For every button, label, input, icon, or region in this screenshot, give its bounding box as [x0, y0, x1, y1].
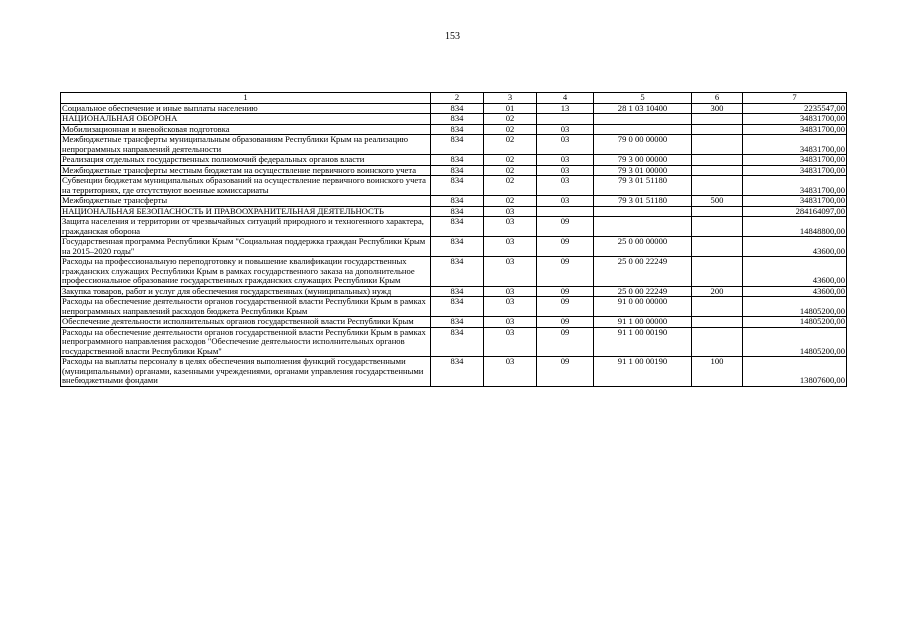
section-code: 03	[484, 357, 537, 387]
amount: 34831700,00	[743, 124, 847, 135]
row-name: Межбюджетные трансферты	[61, 196, 431, 207]
table-row	[61, 135, 847, 155]
row-name: НАЦИОНАЛЬНАЯ БЕЗОПАСНОСТЬ И ПРАВООХРАНИТЕЛЬНАЯ ДЕЯТЕЛЬНОСТЬ	[61, 206, 431, 217]
row-name: Межбюджетные трансферты муниципальным образованиям Республики Крым на реализацию непрограммных направлений деятельности	[61, 135, 431, 155]
ministry-code: 834	[431, 176, 484, 196]
ministry-code: 834	[431, 217, 484, 237]
table-row	[61, 103, 847, 114]
row-name: Реализация отдельных государственных полномочий федеральных органов власти	[61, 155, 431, 166]
expense-type	[692, 317, 743, 328]
subsection-code	[537, 206, 594, 217]
expense-type	[692, 257, 743, 287]
table-row	[61, 317, 847, 328]
expense-type	[692, 114, 743, 125]
row-name: Социальное обеспечение и иные выплаты населению	[61, 103, 431, 114]
ministry-code: 834	[431, 286, 484, 297]
amount: 2235547,00	[743, 103, 847, 114]
row-name: Расходы на профессиональную переподготовку и повышение квалификации государственных гражданских служащих Республики Крым в рамках государственного заказа на дополнительное профессиональное образование государственных гражданских служащих Республики Крым	[61, 257, 431, 287]
section-code: 02	[484, 176, 537, 196]
target-article: 25 0 00 00000	[594, 237, 692, 257]
ministry-code: 834	[431, 297, 484, 317]
subsection-code: 09	[537, 217, 594, 237]
section-code: 03	[484, 257, 537, 287]
header-cell: 3	[484, 93, 537, 104]
header-cell: 5	[594, 93, 692, 104]
subsection-code: 09	[537, 257, 594, 287]
table-row	[61, 327, 847, 357]
subsection-code: 03	[537, 124, 594, 135]
expense-type	[692, 327, 743, 357]
expense-type: 100	[692, 357, 743, 387]
target-article: 79 3 01 51180	[594, 196, 692, 207]
amount: 13807600,00	[743, 357, 847, 387]
amount: 34831700,00	[743, 176, 847, 196]
subsection-code: 09	[537, 297, 594, 317]
target-article: 91 1 00 00190	[594, 357, 692, 387]
ministry-code: 834	[431, 114, 484, 125]
table-header-row	[61, 93, 847, 104]
expense-type: 500	[692, 196, 743, 207]
subsection-code: 03	[537, 135, 594, 155]
target-article: 79 0 00 00000	[594, 135, 692, 155]
expense-type	[692, 124, 743, 135]
ministry-code: 834	[431, 103, 484, 114]
expense-type	[692, 297, 743, 317]
amount: 14805200,00	[743, 327, 847, 357]
section-code: 02	[484, 124, 537, 135]
table-row	[61, 124, 847, 135]
target-article: 79 3 01 00000	[594, 165, 692, 176]
table-row	[61, 286, 847, 297]
section-code: 03	[484, 217, 537, 237]
ministry-code: 834	[431, 196, 484, 207]
table-row	[61, 196, 847, 207]
ministry-code: 834	[431, 317, 484, 328]
expense-type	[692, 217, 743, 237]
expense-type	[692, 176, 743, 196]
row-name: Субвенции бюджетам муниципальных образований на осуществление первичного воинского учета на территориях, где отсутствуют военные комиссариаты	[61, 176, 431, 196]
row-name: Государственная программа Республики Крым "Социальная поддержка граждан Республики Крым на 2015–2020 годы"	[61, 237, 431, 257]
subsection-code: 03	[537, 196, 594, 207]
section-code: 03	[484, 286, 537, 297]
row-name: Закупка товаров, работ и услуг для обеспечения государственных (муниципальных) нужд	[61, 286, 431, 297]
amount: 14848800,00	[743, 217, 847, 237]
amount: 43600,00	[743, 237, 847, 257]
ministry-code: 834	[431, 237, 484, 257]
section-code: 02	[484, 155, 537, 166]
table-row	[61, 357, 847, 387]
target-article: 25 0 00 22249	[594, 257, 692, 287]
amount: 34831700,00	[743, 135, 847, 155]
subsection-code	[537, 114, 594, 125]
table-row	[61, 165, 847, 176]
expense-type	[692, 135, 743, 155]
row-name: Расходы на выплаты персоналу в целях обеспечения выполнения функций государственными (муниципальными) органами, казенными учреждениями, органами управления государственными внебюджетными фондами	[61, 357, 431, 387]
amount: 43600,00	[743, 257, 847, 287]
amount: 34831700,00	[743, 114, 847, 125]
table-row	[61, 114, 847, 125]
target-article: 91 1 00 00000	[594, 317, 692, 328]
row-name: Межбюджетные трансферты местным бюджетам на осуществление первичного воинского учета	[61, 165, 431, 176]
table-row	[61, 176, 847, 196]
expense-type	[692, 206, 743, 217]
ministry-code: 834	[431, 155, 484, 166]
target-article: 25 0 00 22249	[594, 286, 692, 297]
row-name: Защита населения и территории от чрезвычайных ситуаций природного и техногенного характера, гражданская оборона	[61, 217, 431, 237]
ministry-code: 834	[431, 327, 484, 357]
table-row	[61, 257, 847, 287]
subsection-code: 03	[537, 155, 594, 166]
row-name: Обеспечение деятельности исполнительных органов государственной власти Республики Крым	[61, 317, 431, 328]
expense-type	[692, 237, 743, 257]
table-row	[61, 237, 847, 257]
header-cell: 4	[537, 93, 594, 104]
ministry-code: 834	[431, 357, 484, 387]
header-cell: 2	[431, 93, 484, 104]
header-cell: 1	[61, 93, 431, 104]
target-article: 91 1 00 00190	[594, 327, 692, 357]
target-article	[594, 217, 692, 237]
subsection-code: 09	[537, 237, 594, 257]
ministry-code: 834	[431, 124, 484, 135]
amount: 43600,00	[743, 286, 847, 297]
section-code: 02	[484, 114, 537, 125]
subsection-code: 09	[537, 286, 594, 297]
ministry-code: 834	[431, 206, 484, 217]
subsection-code: 13	[537, 103, 594, 114]
expense-type: 200	[692, 286, 743, 297]
row-name: Расходы на обеспечение деятельности органов государственной власти Республики Крым в рамках непрограммного направления расходов "Обеспечение деятельности исполнительных органов государственной власти Республики Крым"	[61, 327, 431, 357]
table-row	[61, 206, 847, 217]
page-number: 153	[445, 31, 460, 42]
table-row	[61, 297, 847, 317]
ministry-code: 834	[431, 135, 484, 155]
section-code: 01	[484, 103, 537, 114]
expense-type	[692, 155, 743, 166]
section-code: 03	[484, 297, 537, 317]
header-cell: 6	[692, 93, 743, 104]
table-row	[61, 217, 847, 237]
section-code: 02	[484, 196, 537, 207]
ministry-code: 834	[431, 165, 484, 176]
target-article	[594, 124, 692, 135]
amount: 34831700,00	[743, 196, 847, 207]
row-name: Мобилизационная и вневойсковая подготовка	[61, 124, 431, 135]
subsection-code: 09	[537, 357, 594, 387]
subsection-code: 03	[537, 176, 594, 196]
section-code: 03	[484, 317, 537, 328]
section-code: 02	[484, 135, 537, 155]
subsection-code: 09	[537, 317, 594, 328]
expense-type	[692, 165, 743, 176]
row-name: НАЦИОНАЛЬНАЯ ОБОРОНА	[61, 114, 431, 125]
expense-type: 300	[692, 103, 743, 114]
target-article	[594, 114, 692, 125]
section-code: 02	[484, 165, 537, 176]
table-row	[61, 155, 847, 166]
subsection-code: 09	[537, 327, 594, 357]
subsection-code: 03	[537, 165, 594, 176]
target-article: 91 0 00 00000	[594, 297, 692, 317]
target-article: 79 3 01 51180	[594, 176, 692, 196]
target-article: 79 3 00 00000	[594, 155, 692, 166]
amount: 284164097,00	[743, 206, 847, 217]
target-article	[594, 206, 692, 217]
target-article: 28 1 03 10400	[594, 103, 692, 114]
ministry-code: 834	[431, 257, 484, 287]
amount: 34831700,00	[743, 155, 847, 166]
amount: 34831700,00	[743, 165, 847, 176]
section-code: 03	[484, 237, 537, 257]
amount: 14805200,00	[743, 297, 847, 317]
budget-table	[60, 92, 847, 387]
row-name: Расходы на обеспечение деятельности органов государственной власти Республики Крым в рамках непрограммных направлений расходов бюджета Республики Крым	[61, 297, 431, 317]
amount: 14805200,00	[743, 317, 847, 328]
section-code: 03	[484, 206, 537, 217]
header-cell: 7	[743, 93, 847, 104]
section-code: 03	[484, 327, 537, 357]
